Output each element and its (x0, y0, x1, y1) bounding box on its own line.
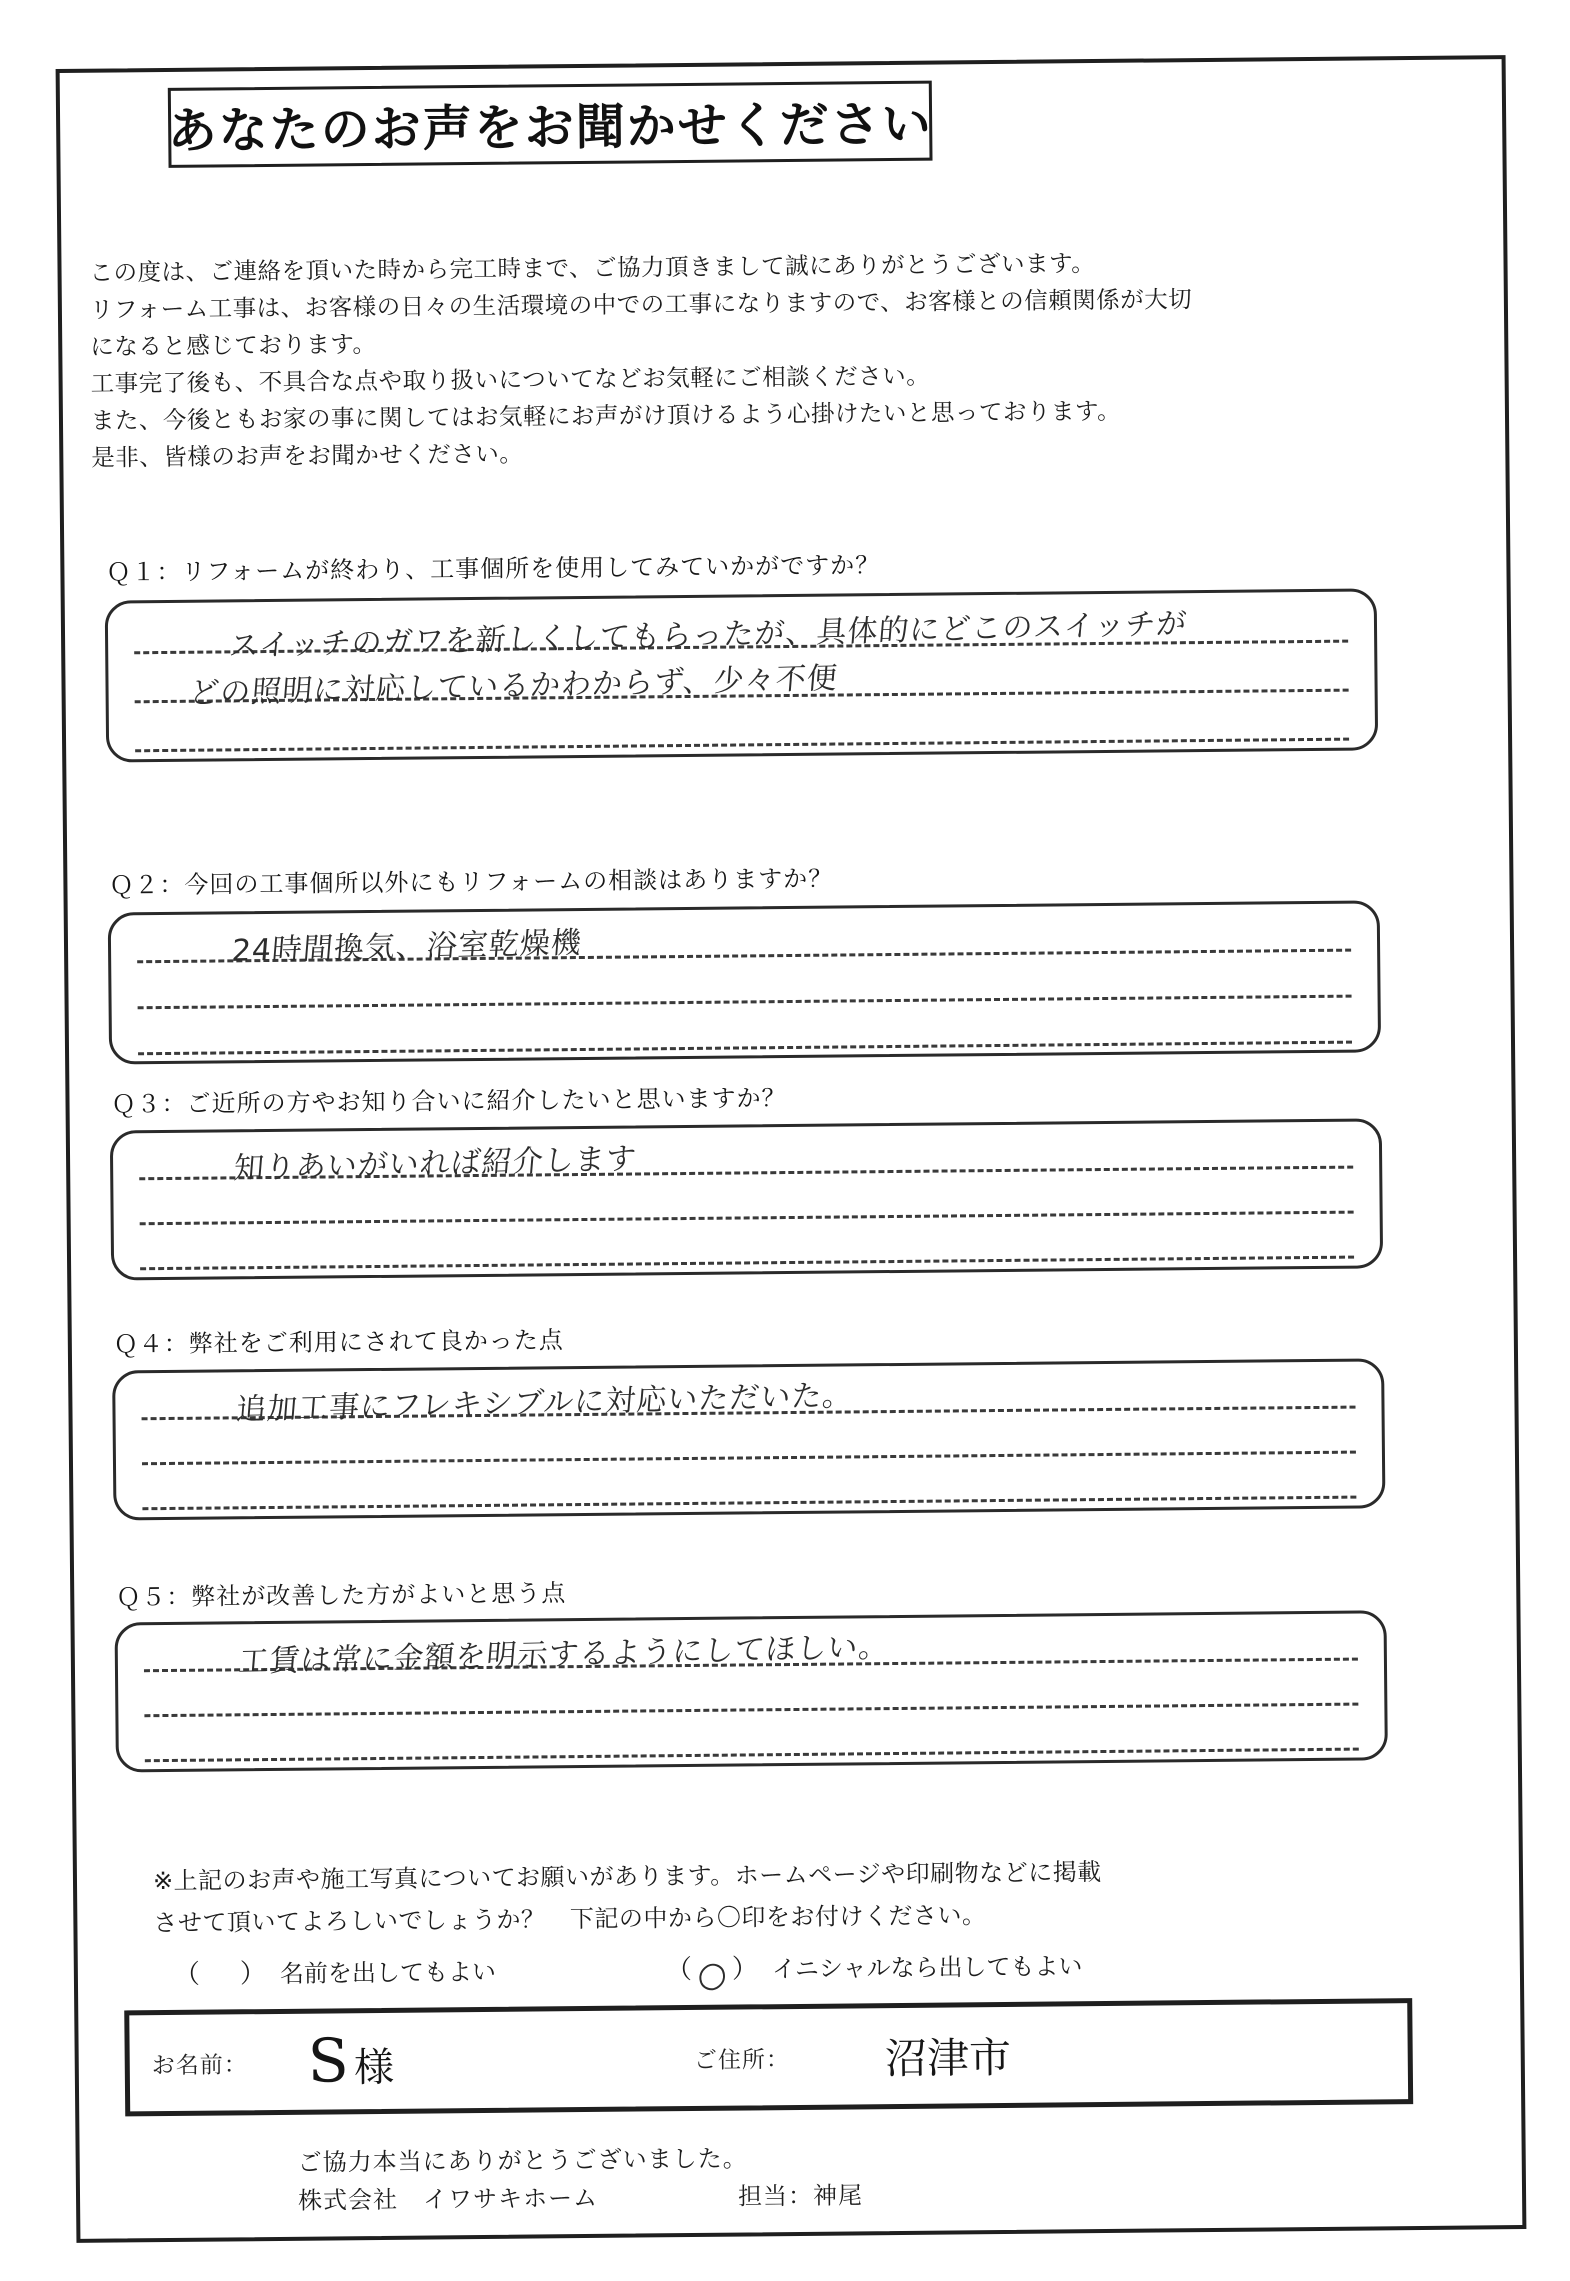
handwritten-answer: 追加工事にフレキシブルに対応いただいた。 (234, 1378, 855, 1428)
option-show-name (174, 1950, 496, 1990)
paren-open: （ (173, 1959, 201, 1990)
question-2-label: Ｑ２：今回の工事個所以外にもリフォームの相談はありますか？ (109, 864, 834, 900)
page-title: あなたのお声をお聞かせください (167, 94, 933, 160)
form-outer-border (56, 55, 1527, 2243)
handwritten-answer: 24時間換気、浴室乾燥機 (230, 925, 584, 969)
question-1-label: Ｑ１：リフォームが終わり、工事個所を使用してみていかがですか？ (106, 551, 881, 587)
name-value (307, 2026, 394, 2097)
signature-box (124, 1998, 1413, 2116)
address-label: ご住所： (693, 2046, 791, 2074)
permission-note-line: させて頂いてよろしいでしょうか？ 下記の中から〇印をお付けください。 (153, 1901, 987, 1938)
company-name: 株式会社 イワサキホーム (297, 2183, 599, 2215)
handwritten-circle-mark: ○ (694, 1951, 730, 1998)
intro-line: また、今後ともお家の事に関してはお気軽にお声がけ頂けるよう心掛けたいと思っております。 (90, 396, 1122, 435)
option-label: イニシャルなら出してもよい (771, 1951, 1083, 1983)
permission-options (173, 1943, 1083, 1998)
company-row (298, 2175, 863, 2215)
intro-line: この度は、ご連絡を頂いた時から完工時まで、ご協力頂きまして誠にありがとうございます。 (89, 249, 1096, 287)
name-initial: S (307, 2026, 350, 2097)
question-5-label: Ｑ５：弊社が改善した方がよいと思う点 (116, 1579, 567, 1612)
question-4-answer-box (112, 1358, 1385, 1520)
question-2-answer-box (108, 900, 1381, 1064)
intro-paragraph (89, 241, 1471, 476)
option-show-initial (665, 1943, 1083, 1998)
intro-line: 是非、皆様のお声をお聞かせください。 (91, 439, 524, 472)
name-label: お名前： (151, 2051, 248, 2079)
question-5-answer-box (115, 1610, 1388, 1772)
paren-open: （ (665, 1954, 693, 1985)
staff-name: 担当：神尾 (737, 2181, 864, 2211)
question-4-label: Ｑ４：弊社をご利用にされて良かった点 (113, 1326, 564, 1359)
intro-line: 工事完了後も、不具合な点や取り扱いについてなどお気軽にご相談ください。 (90, 361, 931, 398)
title-box (168, 81, 933, 168)
paren-close: ） (239, 1958, 267, 1989)
name-honorific: 様 (353, 2044, 395, 2092)
question-3-answer-box (110, 1118, 1383, 1280)
permission-note-line: ※上記のお声や施工写真についてお願いがあります。ホームページや印刷物などに掲載 (152, 1858, 1102, 1896)
handwritten-answer: 知りあいがいれば紹介します (232, 1141, 639, 1187)
option-label: 名前を出してもよい (279, 1957, 497, 1988)
thanks-text: ご協力本当にありがとうございました。 (297, 2144, 748, 2177)
publication-permission-note (153, 1847, 1484, 1944)
address-value: 沼津市 (884, 2032, 1012, 2084)
paren-close: ） (731, 1953, 759, 1985)
question-3-label: Ｑ３：ご近所の方やお知り合いに紹介したいと思いますか？ (111, 1084, 787, 1119)
handwritten-answer: どの照明に対応しているかわからず、少々不便 (187, 660, 840, 712)
intro-line: になると感じております。 (90, 329, 377, 361)
handwritten-answer: スイッチのガワを新しくしてもらったが、具体的にどこのスイッチが (227, 606, 1189, 665)
intro-line: リフォーム工事は、お客様の日々の生活環境の中での工事になりますので、お客様との信頼関係が大切 (89, 285, 1193, 324)
question-1-answer-box (105, 588, 1378, 762)
handwritten-answer: 工賃は常に金額を明示するようにしてほしい。 (237, 1629, 891, 1680)
handwritten-circle-mark (200, 1975, 239, 1984)
